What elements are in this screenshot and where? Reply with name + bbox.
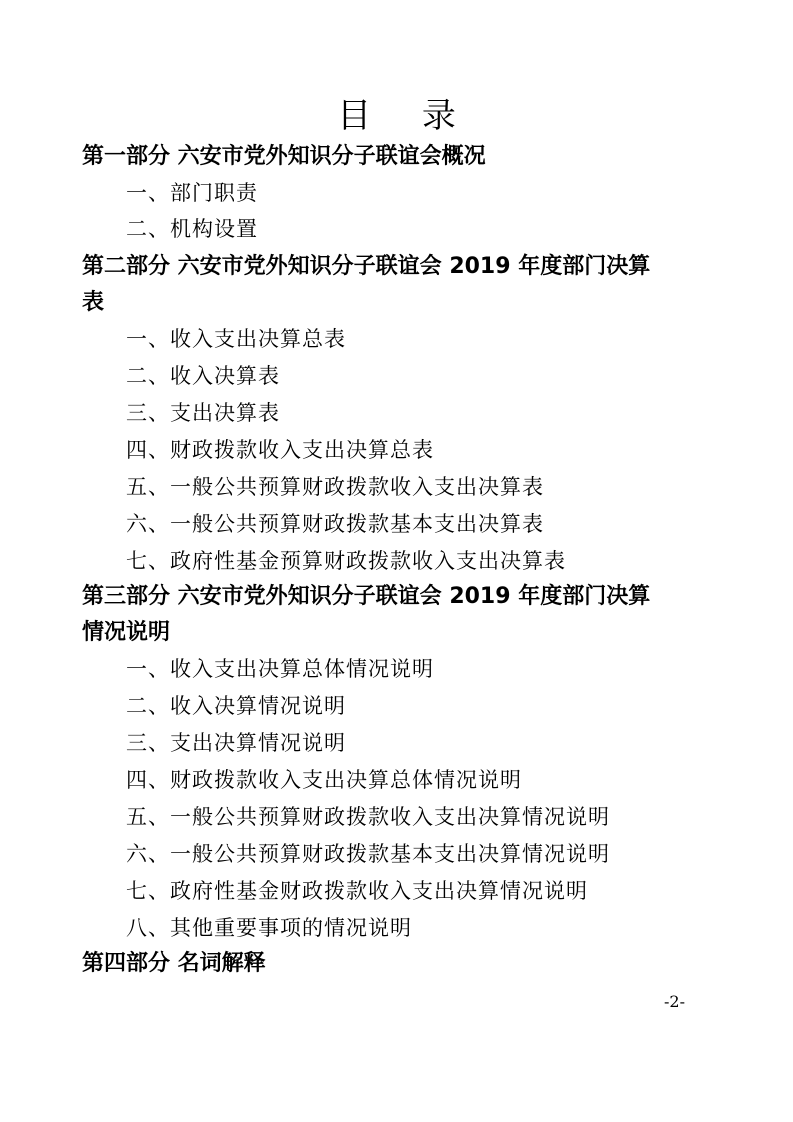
toc-item: 三、支出决算表 bbox=[126, 401, 280, 425]
toc-item: 二、收入决算表 bbox=[126, 364, 280, 388]
part3-heading: 第三部分 六安市党外知识分子联谊会 2019 年度部门决算 bbox=[82, 584, 651, 609]
toc-item: 五、一般公共预算财政拨款收入支出决算表 bbox=[126, 475, 544, 499]
part3-heading-cont: 情况说明 bbox=[82, 620, 171, 645]
toc-item: 四、财政拨款收入支出决算总体情况说明 bbox=[126, 768, 522, 792]
toc-item: 六、一般公共预算财政拨款基本支出决算情况说明 bbox=[126, 842, 610, 866]
toc-item: 六、一般公共预算财政拨款基本支出决算表 bbox=[126, 512, 544, 536]
toc-item: 八、其他重要事项的情况说明 bbox=[126, 916, 412, 940]
toc-item: 一、收入支出决算总表 bbox=[126, 327, 346, 351]
toc-item: 七、政府性基金预算财政拨款收入支出决算表 bbox=[126, 549, 566, 573]
toc-item: 一、部门职责 bbox=[126, 181, 258, 205]
toc-item: 一、收入支出决算总体情况说明 bbox=[126, 657, 434, 681]
part2-heading-cont: 表 bbox=[82, 290, 105, 315]
page-number: -2- bbox=[664, 992, 685, 1011]
toc-item: 二、收入决算情况说明 bbox=[126, 694, 346, 718]
toc-item: 二、机构设置 bbox=[126, 217, 258, 241]
toc-title: 目 录 bbox=[337, 96, 476, 136]
toc-item: 七、政府性基金财政拨款收入支出决算情况说明 bbox=[126, 879, 588, 903]
part1-heading: 第一部分 六安市党外知识分子联谊会概况 bbox=[82, 144, 486, 169]
toc-item: 五、一般公共预算财政拨款收入支出决算情况说明 bbox=[126, 805, 610, 829]
part4-heading: 第四部分 名词解释 bbox=[82, 951, 266, 976]
toc-item: 四、财政拨款收入支出决算总表 bbox=[126, 438, 434, 462]
toc-item: 三、支出决算情况说明 bbox=[126, 731, 346, 755]
part2-heading: 第二部分 六安市党外知识分子联谊会 2019 年度部门决算 bbox=[82, 254, 651, 279]
